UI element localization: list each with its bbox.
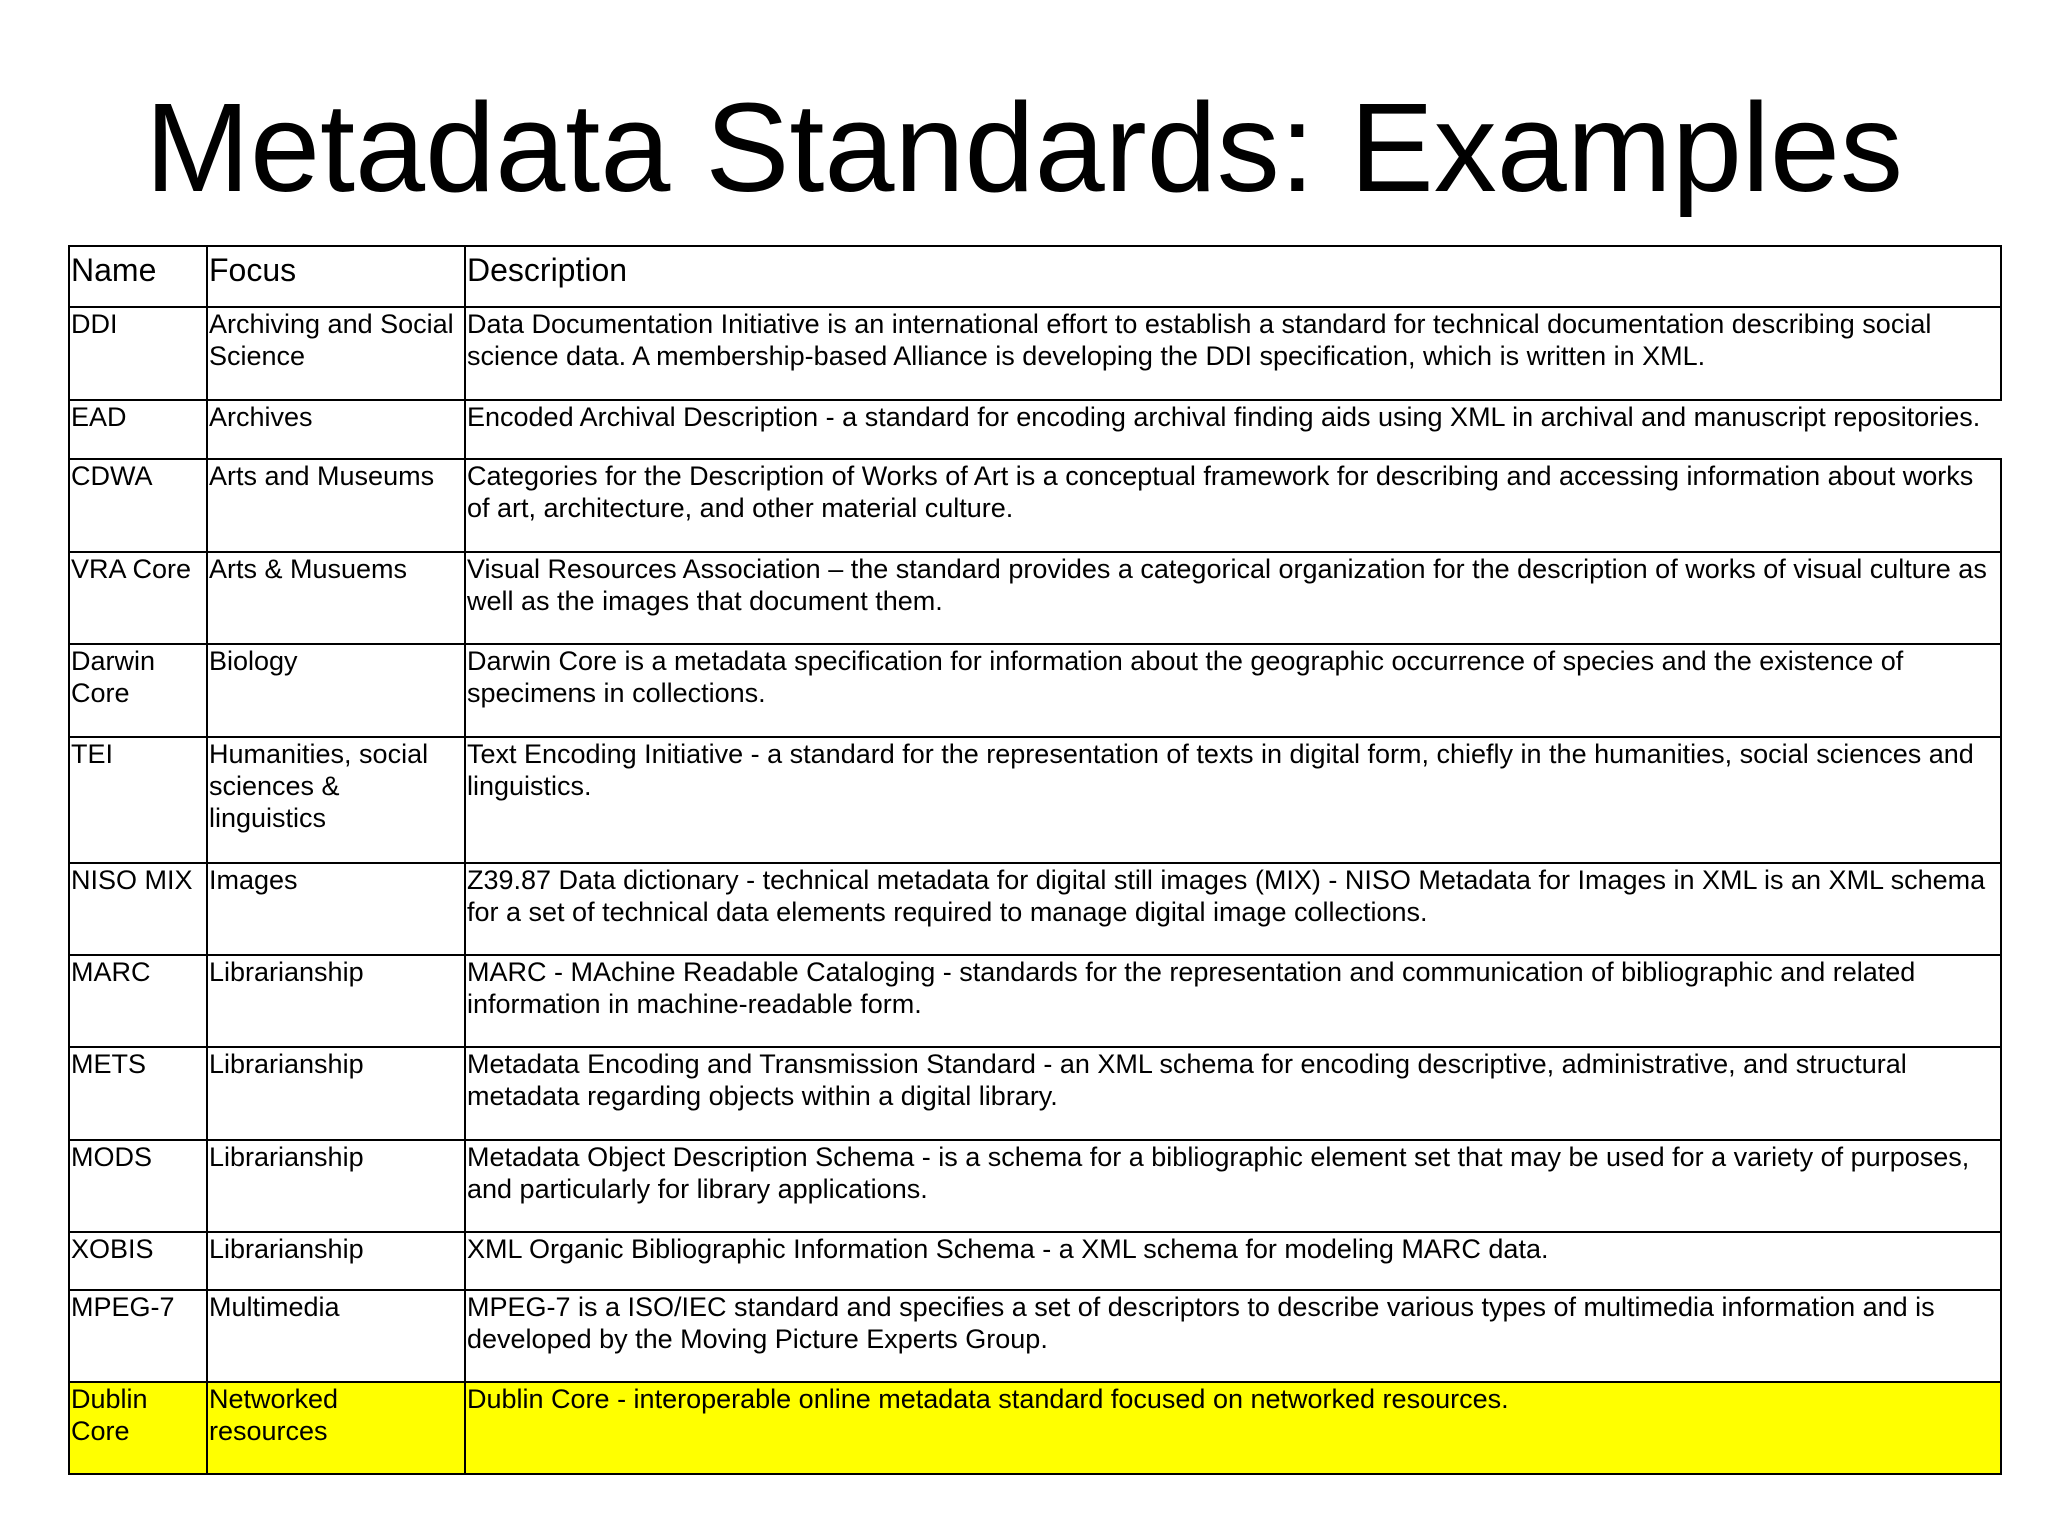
cell-description: Text Encoding Initiative - a standard for the representation of texts in digital form, chiefly in the humanities, social sciences and linguistics. <box>465 737 2001 863</box>
table-header-row <box>69 246 2001 307</box>
table-row <box>69 1140 2001 1232</box>
table-row <box>69 400 2001 459</box>
cell-name: NISO MIX <box>69 863 207 955</box>
cell-description: Visual Resources Association – the standard provides a categorical organization for the description of works of visual culture as well as the images that document them. <box>465 552 2001 644</box>
cell-focus: Librarianship <box>207 955 465 1047</box>
table-row <box>69 1047 2001 1140</box>
standards-table <box>68 245 2002 1475</box>
cell-description: MPEG-7 is a ISO/IEC standard and specifies a set of descriptors to describe various types of multimedia information and is developed by the Moving Picture Experts Group. <box>465 1290 2001 1382</box>
cell-focus: Arts & Musuems <box>207 552 465 644</box>
cell-name: MODS <box>69 1140 207 1232</box>
cell-description: Dublin Core - interoperable online metadata standard focused on networked resources. <box>465 1382 2001 1474</box>
table-row-highlighted <box>69 1382 2001 1474</box>
cell-name: CDWA <box>69 459 207 552</box>
cell-name: TEI <box>69 737 207 863</box>
cell-focus: Librarianship <box>207 1140 465 1232</box>
cell-name: METS <box>69 1047 207 1140</box>
cell-focus: Images <box>207 863 465 955</box>
cell-focus: Biology <box>207 644 465 737</box>
table-row <box>69 955 2001 1047</box>
slide-title: Metadata Standards: Examples <box>145 77 1903 218</box>
cell-description: Metadata Encoding and Transmission Standard - an XML schema for encoding descriptive, administrative, and structural metadata regarding objects within a digital library. <box>465 1047 2001 1140</box>
header-name: Name <box>69 246 207 307</box>
cell-focus: Arts and Museums <box>207 459 465 552</box>
cell-focus: Networked resources <box>207 1382 465 1474</box>
table-row <box>69 1290 2001 1382</box>
cell-focus: Humanities, social sciences & linguistics <box>207 737 465 863</box>
table-row <box>69 552 2001 644</box>
cell-name: DDI <box>69 307 207 400</box>
table-row <box>69 459 2001 552</box>
cell-name: MARC <box>69 955 207 1047</box>
table-row <box>69 863 2001 955</box>
cell-name: Dublin Core <box>69 1382 207 1474</box>
header-description: Description <box>465 246 2001 307</box>
table-row <box>69 737 2001 863</box>
cell-description: XML Organic Bibliographic Information Schema - a XML schema for modeling MARC data. <box>465 1232 2001 1290</box>
cell-name: Darwin Core <box>69 644 207 737</box>
cell-name: VRA Core <box>69 552 207 644</box>
header-focus: Focus <box>207 246 465 307</box>
table-row <box>69 307 2001 400</box>
cell-description: Metadata Object Description Schema - is a schema for a bibliographic element set that may be used for a variety of purposes, and particularly for library applications. <box>465 1140 2001 1232</box>
cell-focus: Librarianship <box>207 1232 465 1290</box>
cell-description: Z39.87 Data dictionary - technical metadata for digital still images (MIX) - NISO Metadata for Images in XML is an XML schema for a set of technical data elements required to manage digital image collections. <box>465 863 2001 955</box>
cell-description: MARC - MAchine Readable Cataloging - standards for the representation and communication of bibliographic and related information in machine-readable form. <box>465 955 2001 1047</box>
cell-description: Data Documentation Initiative is an international effort to establish a standard for technical documentation describing social science data. A membership-based Alliance is developing the DDI specification, which is written in XML. <box>465 307 2001 400</box>
cell-focus: Librarianship <box>207 1047 465 1140</box>
cell-description: Encoded Archival Description - a standard for encoding archival finding aids using XML in archival and manuscript repositories. <box>467 402 1981 432</box>
cell-description: Categories for the Description of Works of Art is a conceptual framework for describing and accessing information about works of art, architecture, and other material culture. <box>465 459 2001 552</box>
cell-name: XOBIS <box>69 1232 207 1290</box>
cell-name: EAD <box>69 400 207 459</box>
cell-focus: Multimedia <box>207 1290 465 1382</box>
cell-focus: Archiving and Social Science <box>207 307 465 400</box>
cell-description: Darwin Core is a metadata specification for information about the geographic occurrence of species and the existence of specimens in collections. <box>465 644 2001 737</box>
cell-focus: Archives <box>207 400 465 459</box>
cell-name: MPEG-7 <box>69 1290 207 1382</box>
table-row <box>69 1232 2001 1290</box>
table-row <box>69 644 2001 737</box>
